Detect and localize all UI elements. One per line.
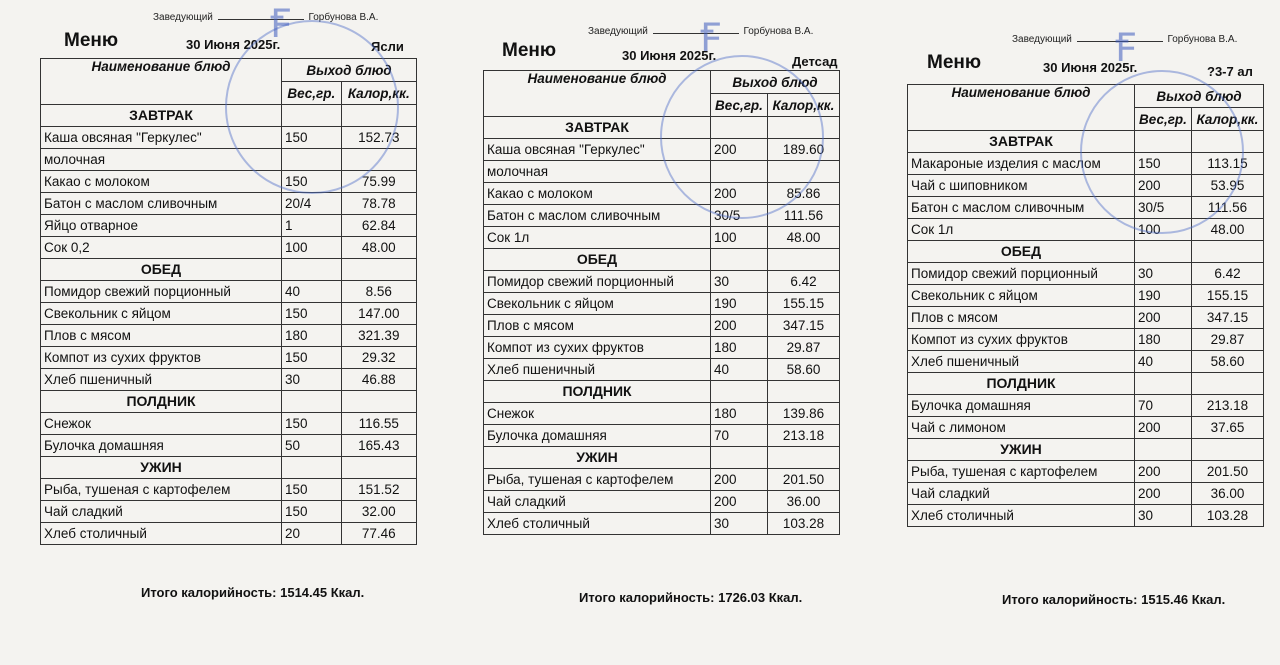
table-row bbox=[484, 205, 840, 227]
dish-calories: 46.88 bbox=[341, 369, 416, 391]
table-row bbox=[41, 237, 417, 259]
section-title: УЖИН bbox=[908, 439, 1135, 461]
dish-name: Булочка домашняя bbox=[41, 435, 282, 457]
dish-calories: 201.50 bbox=[1191, 461, 1263, 483]
empty-cell bbox=[767, 249, 839, 271]
column-header-calories: Калор,кк. bbox=[341, 82, 416, 105]
section-row bbox=[41, 391, 417, 413]
approver-name: Горбунова В.А. bbox=[743, 26, 814, 37]
dish-calories: 111.56 bbox=[767, 205, 839, 227]
empty-cell bbox=[711, 249, 768, 271]
table-row bbox=[908, 505, 1264, 527]
dish-weight: 30 bbox=[711, 271, 768, 293]
dish-name: Плов с мясом bbox=[41, 325, 282, 347]
dish-weight: 40 bbox=[711, 359, 768, 381]
table-row bbox=[484, 469, 840, 491]
dish-name: Компот из сухих фруктов bbox=[908, 329, 1135, 351]
dish-weight: 100 bbox=[282, 237, 342, 259]
column-header-calories: Калор,кк. bbox=[1191, 108, 1263, 131]
dish-name: Компот из сухих фруктов bbox=[41, 347, 282, 369]
signature-mark: Ꞙ bbox=[270, 1, 291, 47]
dish-name: Хлеб пшеничный bbox=[908, 351, 1135, 373]
dish-weight: 50 bbox=[282, 435, 342, 457]
dish-weight: 70 bbox=[1135, 395, 1192, 417]
header-approval bbox=[153, 12, 378, 23]
dish-weight: 150 bbox=[282, 501, 342, 523]
dish-calories: 48.00 bbox=[1191, 219, 1263, 241]
dish-weight: 200 bbox=[1135, 483, 1192, 505]
section-title: ОБЕД bbox=[41, 259, 282, 281]
table-row bbox=[41, 215, 417, 237]
dish-weight: 150 bbox=[282, 127, 342, 149]
dish-calories: 189.60 bbox=[767, 139, 839, 161]
empty-cell bbox=[282, 259, 342, 281]
dish-name: Чай сладкий bbox=[41, 501, 282, 523]
dish-calories: 201.50 bbox=[767, 469, 839, 491]
section-title: ПОЛДНИК bbox=[484, 381, 711, 403]
table-row bbox=[484, 271, 840, 293]
dish-weight: 30/5 bbox=[711, 205, 768, 227]
section-title: ЗАВТРАК bbox=[484, 117, 711, 139]
dish-name: Хлеб пшеничный bbox=[41, 369, 282, 391]
dish-name: Хлеб пшеничный bbox=[484, 359, 711, 381]
dish-calories: 32.00 bbox=[341, 501, 416, 523]
empty-cell bbox=[1191, 439, 1263, 461]
dish-name: Рыба, тушеная с картофелем bbox=[908, 461, 1135, 483]
dish-name: Рыба, тушеная с картофелем bbox=[41, 479, 282, 501]
round-stamp bbox=[1080, 70, 1244, 234]
table-row bbox=[41, 325, 417, 347]
empty-cell bbox=[341, 391, 416, 413]
table-row bbox=[908, 483, 1264, 505]
section-title: ЗАВТРАК bbox=[41, 105, 282, 127]
section-row bbox=[908, 373, 1264, 395]
dish-name: Какао с молоком bbox=[484, 183, 711, 205]
dish-name: Свекольник с яйцом bbox=[484, 293, 711, 315]
dish-name: Чай сладкий bbox=[908, 483, 1135, 505]
dish-name: Какао с молоком bbox=[41, 171, 282, 193]
signature-mark: Ꞙ bbox=[700, 15, 721, 61]
empty-cell bbox=[711, 381, 768, 403]
empty-cell bbox=[1135, 373, 1192, 395]
dish-name: молочная bbox=[41, 149, 282, 171]
dish-weight: 200 bbox=[711, 183, 768, 205]
approver-role: Заведующий bbox=[588, 26, 648, 37]
empty-cell bbox=[1191, 241, 1263, 263]
table-row bbox=[41, 303, 417, 325]
dish-name: Хлеб столичный bbox=[484, 513, 711, 535]
table-row bbox=[41, 193, 417, 215]
dish-weight: 40 bbox=[282, 281, 342, 303]
dish-weight: 150 bbox=[282, 413, 342, 435]
dish-calories: 155.15 bbox=[767, 293, 839, 315]
table-row bbox=[908, 219, 1264, 241]
dish-name: Снежок bbox=[484, 403, 711, 425]
empty-cell bbox=[1135, 241, 1192, 263]
dish-name: Булочка домашняя bbox=[484, 425, 711, 447]
round-stamp bbox=[660, 55, 824, 219]
dish-weight: 180 bbox=[711, 337, 768, 359]
column-header-output: Выход блюд bbox=[282, 59, 417, 82]
dish-calories: 111.56 bbox=[1191, 197, 1263, 219]
dish-weight: 200 bbox=[711, 315, 768, 337]
dish-weight: 100 bbox=[1135, 219, 1192, 241]
dish-weight: 200 bbox=[1135, 307, 1192, 329]
dish-calories: 139.86 bbox=[767, 403, 839, 425]
dish-calories: 6.42 bbox=[767, 271, 839, 293]
dish-name: Снежок bbox=[41, 413, 282, 435]
column-header-name: Наименование блюд bbox=[484, 71, 711, 117]
empty-cell bbox=[282, 391, 342, 413]
section-row bbox=[41, 259, 417, 281]
dish-calories: 53.95 bbox=[1191, 175, 1263, 197]
section-title: УЖИН bbox=[484, 447, 711, 469]
dish-weight: 200 bbox=[711, 491, 768, 513]
empty-cell bbox=[767, 381, 839, 403]
table-row bbox=[484, 359, 840, 381]
dish-name: Чай сладкий bbox=[484, 491, 711, 513]
dish-calories: 6.42 bbox=[1191, 263, 1263, 285]
dish-calories: 147.00 bbox=[341, 303, 416, 325]
dish-name: Помидор свежий порционный bbox=[908, 263, 1135, 285]
dish-calories: 151.52 bbox=[341, 479, 416, 501]
dish-calories: 213.18 bbox=[1191, 395, 1263, 417]
dish-calories: 155.15 bbox=[1191, 285, 1263, 307]
dish-calories: 29.32 bbox=[341, 347, 416, 369]
column-header-calories: Калор,кк. bbox=[767, 94, 839, 117]
dish-calories: 36.00 bbox=[767, 491, 839, 513]
table-row bbox=[908, 417, 1264, 439]
menu-title: Меню bbox=[502, 40, 557, 61]
table-row bbox=[41, 369, 417, 391]
dish-name: Каша овсяная "Геркулес" bbox=[484, 139, 711, 161]
section-title: ОБЕД bbox=[484, 249, 711, 271]
empty-cell bbox=[1191, 373, 1263, 395]
section-row bbox=[908, 241, 1264, 263]
dish-weight: 30/5 bbox=[1135, 197, 1192, 219]
dish-calories: 58.60 bbox=[767, 359, 839, 381]
empty-cell bbox=[711, 447, 768, 469]
table-row bbox=[908, 285, 1264, 307]
column-header-output: Выход блюд bbox=[1135, 85, 1264, 108]
dish-name: Компот из сухих фруктов bbox=[484, 337, 711, 359]
column-header-weight: Вес,гр. bbox=[282, 82, 342, 105]
dish-calories: 29.87 bbox=[767, 337, 839, 359]
section-row bbox=[484, 447, 840, 469]
dish-name: Яйцо отварное bbox=[41, 215, 282, 237]
empty-cell bbox=[282, 457, 342, 479]
dish-name: молочная bbox=[484, 161, 711, 183]
table-row bbox=[41, 347, 417, 369]
dish-calories: 77.46 bbox=[341, 523, 416, 545]
approver-role: Заведующий bbox=[1012, 34, 1072, 45]
table-row bbox=[908, 351, 1264, 373]
dish-weight: 180 bbox=[711, 403, 768, 425]
empty-cell bbox=[341, 259, 416, 281]
table-row bbox=[484, 227, 840, 249]
dish-name: Сок 1л bbox=[908, 219, 1135, 241]
menu-group: Ясли bbox=[371, 39, 404, 54]
dish-name: Сок 0,2 bbox=[41, 237, 282, 259]
table-row bbox=[41, 281, 417, 303]
table-row bbox=[484, 513, 840, 535]
dish-name: Батон с маслом сливочным bbox=[484, 205, 711, 227]
dish-calories: 347.15 bbox=[1191, 307, 1263, 329]
dish-weight: 200 bbox=[1135, 461, 1192, 483]
dish-name: Булочка домашняя bbox=[908, 395, 1135, 417]
menu-group: ?3-7 ал bbox=[1207, 64, 1253, 79]
section-title: УЖИН bbox=[41, 457, 282, 479]
dish-calories: 347.15 bbox=[767, 315, 839, 337]
table-row bbox=[41, 479, 417, 501]
empty-cell bbox=[767, 447, 839, 469]
total-calories: Итого калорийность: 1726.03 Ккал. bbox=[579, 590, 803, 605]
menu-date: 30 Июня 2025г. bbox=[186, 37, 281, 52]
column-header-name: Наименование блюд bbox=[908, 85, 1135, 131]
table-row bbox=[484, 293, 840, 315]
dish-calories: 78.78 bbox=[341, 193, 416, 215]
dish-name: Каша овсяная "Геркулес" bbox=[41, 127, 282, 149]
table-row bbox=[41, 435, 417, 457]
dish-calories: 321.39 bbox=[341, 325, 416, 347]
menu-group: Детсад bbox=[792, 54, 838, 69]
table-row bbox=[908, 263, 1264, 285]
dish-calories: 75.99 bbox=[341, 171, 416, 193]
dish-name: Хлеб столичный bbox=[908, 505, 1135, 527]
dish-name: Чай с лимоном bbox=[908, 417, 1135, 439]
table-row bbox=[484, 403, 840, 425]
dish-calories: 113.15 bbox=[1191, 153, 1263, 175]
dish-name: Батон с маслом сливочным bbox=[41, 193, 282, 215]
dish-calories: 213.18 bbox=[767, 425, 839, 447]
dish-name: Рыба, тушеная с картофелем bbox=[484, 469, 711, 491]
signature-line bbox=[653, 33, 739, 34]
dish-weight: 20/4 bbox=[282, 193, 342, 215]
dish-calories: 165.43 bbox=[341, 435, 416, 457]
dish-calories: 62.84 bbox=[341, 215, 416, 237]
table-row bbox=[908, 329, 1264, 351]
dish-weight: 150 bbox=[282, 347, 342, 369]
menu-date: 30 Июня 2025г. bbox=[622, 48, 717, 63]
dish-weight: 100 bbox=[711, 227, 768, 249]
empty-cell bbox=[1135, 439, 1192, 461]
dish-weight: 70 bbox=[711, 425, 768, 447]
dish-name: Свекольник с яйцом bbox=[41, 303, 282, 325]
dish-calories: 37.65 bbox=[1191, 417, 1263, 439]
dish-weight: 150 bbox=[282, 303, 342, 325]
table-row bbox=[484, 337, 840, 359]
section-title: ПОЛДНИК bbox=[41, 391, 282, 413]
dish-calories: 36.00 bbox=[1191, 483, 1263, 505]
menu-title: Меню bbox=[927, 52, 982, 73]
dish-calories: 48.00 bbox=[341, 237, 416, 259]
section-row bbox=[484, 381, 840, 403]
dish-calories: 48.00 bbox=[767, 227, 839, 249]
dish-calories: 85.86 bbox=[767, 183, 839, 205]
section-title: ЗАВТРАК bbox=[908, 131, 1135, 153]
total-calories: Итого калорийность: 1515.46 Ккал. bbox=[1002, 592, 1226, 607]
dish-weight: 20 bbox=[282, 523, 342, 545]
approver-role: Заведующий bbox=[153, 12, 213, 23]
dish-calories: 103.28 bbox=[1191, 505, 1263, 527]
section-row bbox=[41, 457, 417, 479]
dish-calories: 8.56 bbox=[341, 281, 416, 303]
dish-name: Батон с маслом сливочным bbox=[908, 197, 1135, 219]
dish-weight: 200 bbox=[711, 139, 768, 161]
total-calories: Итого калорийность: 1514.45 Ккал. bbox=[141, 585, 365, 600]
menu-title: Меню bbox=[64, 30, 119, 51]
dish-weight: 30 bbox=[1135, 505, 1192, 527]
dish-weight: 30 bbox=[1135, 263, 1192, 285]
table-row bbox=[41, 501, 417, 523]
column-header-name: Наименование блюд bbox=[41, 59, 282, 105]
signature-line bbox=[218, 19, 304, 20]
table-row bbox=[908, 461, 1264, 483]
dish-weight: 180 bbox=[282, 325, 342, 347]
table-row bbox=[484, 491, 840, 513]
dish-name: Хлеб столичный bbox=[41, 523, 282, 545]
dish-calories: 103.28 bbox=[767, 513, 839, 535]
column-header-weight: Вес,гр. bbox=[711, 94, 768, 117]
dish-weight: 150 bbox=[282, 171, 342, 193]
approver-name: Горбунова В.А. bbox=[308, 12, 379, 23]
dish-calories: 152.73 bbox=[341, 127, 416, 149]
round-stamp bbox=[225, 20, 399, 194]
dish-weight: 150 bbox=[1135, 153, 1192, 175]
dish-name: Чай с шиповником bbox=[908, 175, 1135, 197]
table-row bbox=[41, 413, 417, 435]
dish-weight: 190 bbox=[711, 293, 768, 315]
dish-weight: 30 bbox=[711, 513, 768, 535]
section-row bbox=[484, 249, 840, 271]
dish-name: Макароные изделия с маслом bbox=[908, 153, 1135, 175]
section-row bbox=[908, 439, 1264, 461]
dish-weight: 150 bbox=[282, 479, 342, 501]
table-row bbox=[484, 425, 840, 447]
dish-weight: 40 bbox=[1135, 351, 1192, 373]
dish-name: Свекольник с яйцом bbox=[908, 285, 1135, 307]
dish-name: Сок 1л bbox=[484, 227, 711, 249]
table-row bbox=[908, 395, 1264, 417]
dish-calories: 116.55 bbox=[341, 413, 416, 435]
dish-calories: 58.60 bbox=[1191, 351, 1263, 373]
dish-weight: 200 bbox=[711, 469, 768, 491]
dish-weight: 200 bbox=[1135, 417, 1192, 439]
dish-name: Помидор свежий порционный bbox=[484, 271, 711, 293]
column-header-output: Выход блюд bbox=[711, 71, 840, 94]
table-row bbox=[484, 315, 840, 337]
dish-calories: 29.87 bbox=[1191, 329, 1263, 351]
signature-mark: Ꞙ bbox=[1115, 25, 1136, 71]
dish-name: Помидор свежий порционный bbox=[41, 281, 282, 303]
dish-name: Плов с мясом bbox=[484, 315, 711, 337]
section-title: ПОЛДНИК bbox=[908, 373, 1135, 395]
dish-weight: 1 bbox=[282, 215, 342, 237]
dish-name: Плов с мясом bbox=[908, 307, 1135, 329]
empty-cell bbox=[341, 457, 416, 479]
dish-weight: 180 bbox=[1135, 329, 1192, 351]
approver-name: Горбунова В.А. bbox=[1167, 34, 1238, 45]
dish-weight: 30 bbox=[282, 369, 342, 391]
column-header-weight: Вес,гр. bbox=[1135, 108, 1192, 131]
section-title: ОБЕД bbox=[908, 241, 1135, 263]
dish-weight: 200 bbox=[1135, 175, 1192, 197]
dish-weight: 190 bbox=[1135, 285, 1192, 307]
table-row bbox=[41, 523, 417, 545]
menu-date: 30 Июня 2025г. bbox=[1043, 60, 1138, 75]
table-row bbox=[908, 307, 1264, 329]
